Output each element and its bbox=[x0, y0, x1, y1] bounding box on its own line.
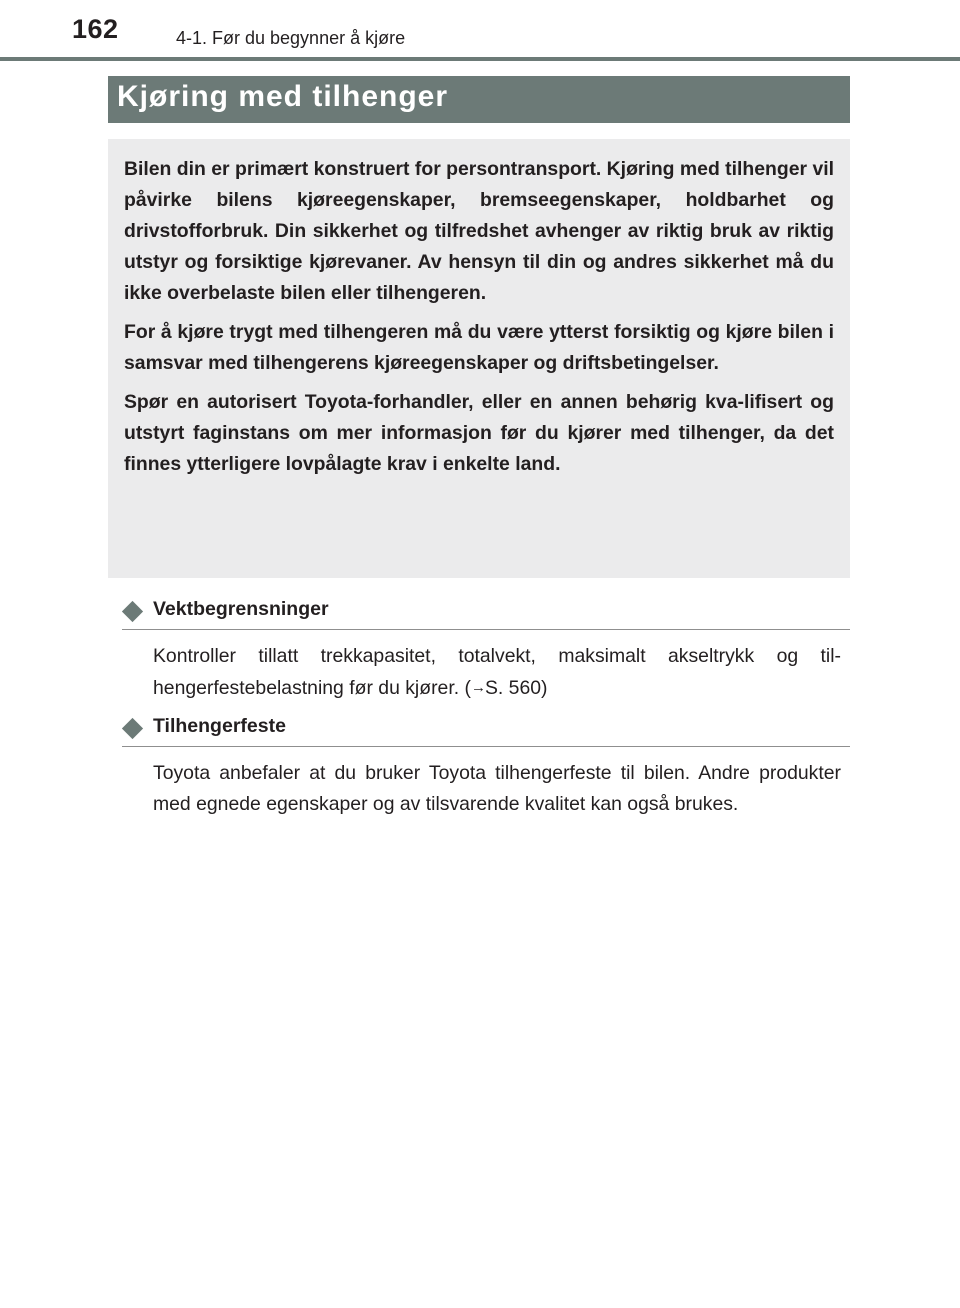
section-title: Tilhengerfeste bbox=[153, 715, 286, 737]
diamond-icon bbox=[122, 601, 143, 622]
section-heading bbox=[122, 712, 850, 747]
section-heading bbox=[122, 595, 850, 630]
breadcrumb: 4-1. Før du begynner å kjøre bbox=[176, 28, 406, 48]
intro-paragraph: Bilen din er primært konstruert for persontransport. Kjøring med tilhenger vil påvirke bilens kjøreegenskaper, bremseegenskaper, holdbarhet og drivstofforbruk. Din sikkerhet og tilfredshet avhenger av riktig bruk av riktig utstyr og forsiktige kjørevaner. Av hensyn til din og andres sikkerhet må du ikke overbelaste bilen eller tilhengeren. bbox=[124, 158, 835, 304]
header-divider bbox=[0, 57, 960, 61]
section-body bbox=[153, 641, 841, 704]
section-weight-limits bbox=[122, 595, 850, 704]
section-title-bar bbox=[108, 76, 850, 123]
arrow-right-icon: → bbox=[470, 679, 485, 696]
intro-paragraph: Spør en autorisert Toyota-forhandler, eller en annen behørig kva-lifisert og utstyrt faginstans om mer informasjon før du kjører med tilhenger, da det finnes ytterligere lovpålagte krav i enkelte land. bbox=[124, 391, 834, 475]
page-reference-link[interactable]: S. 560) bbox=[484, 677, 548, 699]
section-body: Toyota anbefaler at du bruker Toyota tilhengerfeste til bilen. Andre produkter med egnede egenskaper og av tilsvarende kvalitet kan også brukes. bbox=[153, 762, 841, 815]
section-tow-hitch bbox=[122, 712, 850, 820]
intro-box bbox=[108, 139, 850, 578]
section-title: Vektbegrensninger bbox=[153, 598, 329, 620]
page-title: Kjøring med tilhenger bbox=[117, 80, 449, 113]
section-body-text: Kontroller tillatt trekkapasitet, totalvekt, maksimalt akseltrykk og til-hengerfestebelastning før du kjører. ( bbox=[153, 645, 841, 699]
diamond-icon bbox=[122, 718, 143, 739]
intro-paragraph: For å kjøre trygt med tilhengeren må du være ytterst forsiktig og kjøre bilen i samsvar med tilhengerens kjøreegenskaper og driftsbetingelser. bbox=[124, 321, 834, 374]
page-number: 162 bbox=[72, 14, 119, 44]
